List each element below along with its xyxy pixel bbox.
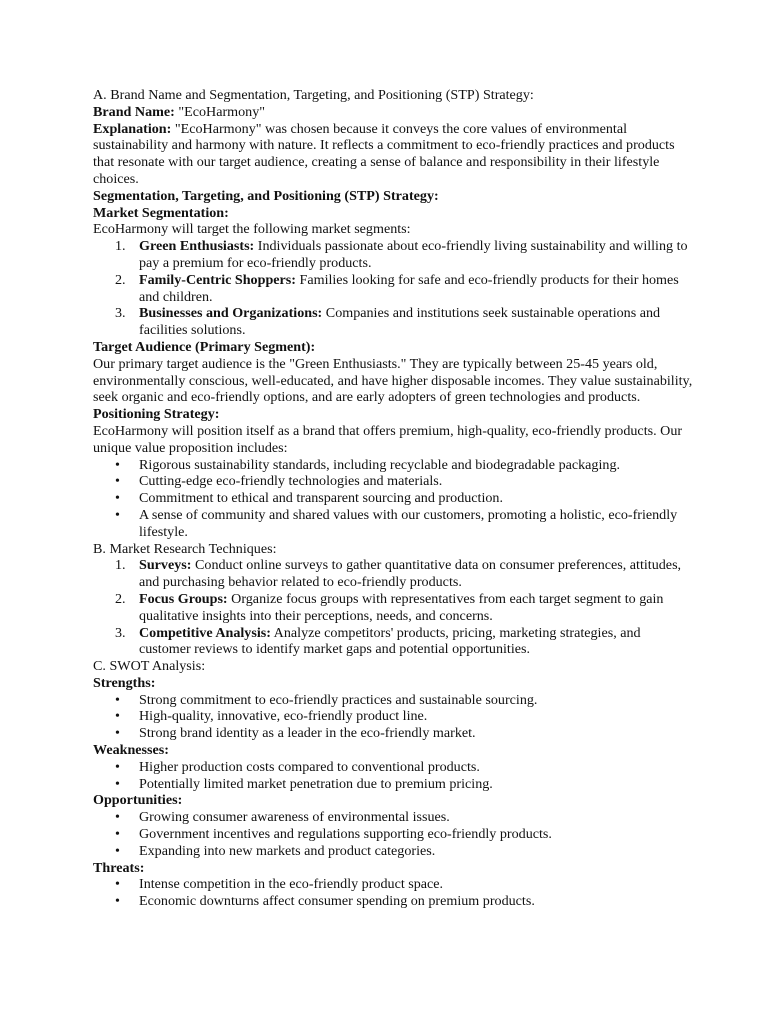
- list-item-text: Growing consumer awareness of environmental issues.: [139, 809, 450, 826]
- bullet-icon: •: [115, 456, 120, 473]
- segment-label: Family-Centric Shoppers:: [139, 271, 296, 288]
- segment-label: Businesses and Organizations:: [139, 305, 323, 322]
- bullet-icon: •: [115, 826, 120, 843]
- bullet-icon: •: [115, 758, 120, 775]
- opportunities-heading: Opportunities:: [93, 792, 183, 809]
- list-item: [93, 591, 693, 625]
- section-b-heading: B. Market Research Techniques:: [93, 540, 277, 557]
- list-item-text: Strong commitment to eco-friendly practices and sustainable sourcing.: [139, 691, 538, 708]
- list-item-text: Commitment to ethical and transparent sourcing and production.: [139, 490, 504, 507]
- bullet-icon: •: [115, 775, 120, 792]
- bullet-icon: •: [115, 506, 120, 523]
- list-item: [93, 557, 693, 591]
- list-item: [93, 809, 693, 826]
- brand-name-line: [93, 104, 693, 121]
- list-item: [93, 625, 693, 659]
- technique-text: Analyze competitors' products, pricing, marketing strategies, and customer reviews to identify market gaps and potential opportunities.: [139, 624, 641, 658]
- target-audience-heading: Target Audience (Primary Segment):: [93, 338, 316, 355]
- list-item: [93, 893, 693, 910]
- target-audience-text: Our primary target audience is the "Green Enthusiasts." They are typically between 25-45 years old, environmentally conscious, well-educated, and have higher disposable incomes. They value sustainability, seek organic and eco-friendly options, and are early adopters of green technologies and products.: [93, 355, 693, 406]
- list-item: [93, 473, 693, 490]
- value-points-list: [93, 457, 693, 541]
- list-item: [93, 708, 693, 725]
- list-number: 1.: [115, 238, 126, 255]
- technique-text: Organize focus groups with representatives from each target segment to gain qualitative insights into their perceptions, needs, and concerns.: [139, 590, 664, 624]
- list-item: [93, 725, 693, 742]
- list-item-text: Rigorous sustainability standards, including recyclable and biodegradable packaging.: [139, 456, 621, 473]
- bullet-icon: •: [115, 893, 120, 910]
- weaknesses-list: [93, 759, 693, 793]
- list-item: [93, 272, 693, 306]
- segments-list: [93, 238, 693, 339]
- positioning-heading: Positioning Strategy:: [93, 406, 220, 423]
- explanation-text: "EcoHarmony" was chosen because it conveys the core values of environmental sustainability and harmony with nature. It reflects a commitment to eco-friendly practices and products that resonate with our target audience, creating a sense of balance and responsibility in their lifestyle choices.: [93, 120, 675, 187]
- list-item: [93, 692, 693, 709]
- bullet-icon: •: [115, 691, 120, 708]
- bullet-icon: •: [115, 473, 120, 490]
- document-page: [93, 87, 693, 910]
- strengths-list: [93, 692, 693, 742]
- list-item-text: Government incentives and regulations supporting eco-friendly products.: [139, 826, 552, 843]
- strengths-heading: Strengths:: [93, 674, 156, 691]
- technique-label: Surveys:: [139, 557, 192, 574]
- threats-list: [93, 876, 693, 910]
- list-item-text: Strong brand identity as a leader in the eco-friendly market.: [139, 725, 476, 742]
- threats-heading: Threats:: [93, 859, 145, 876]
- positioning-text: EcoHarmony will position itself as a brand that offers premium, high-quality, eco-friendly products. Our unique value proposition includes:: [93, 422, 683, 456]
- list-item-text: High-quality, innovative, eco-friendly product line.: [139, 708, 428, 725]
- bullet-icon: •: [115, 876, 120, 893]
- brand-name-value: "EcoHarmony": [174, 103, 265, 120]
- segment-text: Families looking for safe and eco-friendly products for their homes and children.: [139, 271, 679, 305]
- list-item-text: Potentially limited market penetration due to premium pricing.: [139, 775, 493, 792]
- brand-name-label: Brand Name:: [93, 103, 175, 120]
- bullet-icon: •: [115, 490, 120, 507]
- list-item: [93, 490, 693, 507]
- section-a-heading: A. Brand Name and Segmentation, Targeting, and Positioning (STP) Strategy:: [93, 87, 534, 103]
- explanation-label: Explanation:: [93, 120, 172, 137]
- list-item: [93, 238, 693, 272]
- list-item: [93, 826, 693, 843]
- weaknesses-heading: Weaknesses:: [93, 742, 169, 759]
- research-techniques-list: [93, 557, 693, 658]
- bullet-icon: •: [115, 725, 120, 742]
- list-number: 3.: [115, 305, 126, 322]
- list-item: [93, 305, 693, 339]
- segment-label: Green Enthusiasts:: [139, 238, 255, 255]
- list-number: 2.: [115, 271, 126, 288]
- bullet-icon: •: [115, 842, 120, 859]
- list-item: [93, 759, 693, 776]
- list-item: [93, 457, 693, 474]
- list-item: [93, 776, 693, 793]
- stp-heading: Segmentation, Targeting, and Positioning (STP) Strategy:: [93, 187, 439, 204]
- explanation-paragraph: [93, 121, 693, 188]
- list-item-text: Expanding into new markets and product categories.: [139, 842, 436, 859]
- list-item-text: Economic downturns affect consumer spending on premium products.: [139, 893, 535, 910]
- technique-label: Focus Groups:: [139, 590, 228, 607]
- segment-text: Companies and institutions seek sustainable operations and facilities solutions.: [139, 305, 661, 339]
- list-item-text: Intense competition in the eco-friendly product space.: [139, 876, 444, 893]
- list-number: 1.: [115, 557, 126, 574]
- list-item-text: Cutting-edge eco-friendly technologies and materials.: [139, 473, 443, 490]
- list-number: 3.: [115, 624, 126, 641]
- section-c-heading: C. SWOT Analysis:: [93, 658, 206, 675]
- list-item: [93, 876, 693, 893]
- technique-label: Competitive Analysis:: [139, 624, 271, 641]
- segmentation-intro: EcoHarmony will target the following market segments:: [93, 221, 411, 238]
- segment-text: Individuals passionate about eco-friendly living sustainability and willing to pay a premium for eco-friendly products.: [139, 238, 688, 271]
- market-segmentation-heading: Market Segmentation:: [93, 204, 229, 221]
- opportunities-list: [93, 809, 693, 859]
- list-item-text: A sense of community and shared values with our customers, promoting a holistic, eco-friendly lifestyle.: [139, 506, 678, 540]
- list-item: [93, 843, 693, 860]
- bullet-icon: •: [115, 708, 120, 725]
- technique-text: Conduct online surveys to gather quantitative data on consumer preferences, attitudes, and purchasing behavior related to eco-friendly products.: [139, 557, 682, 591]
- list-item-text: Higher production costs compared to conventional products.: [139, 758, 480, 775]
- bullet-icon: •: [115, 809, 120, 826]
- list-number: 2.: [115, 590, 126, 607]
- list-item: [93, 507, 693, 541]
